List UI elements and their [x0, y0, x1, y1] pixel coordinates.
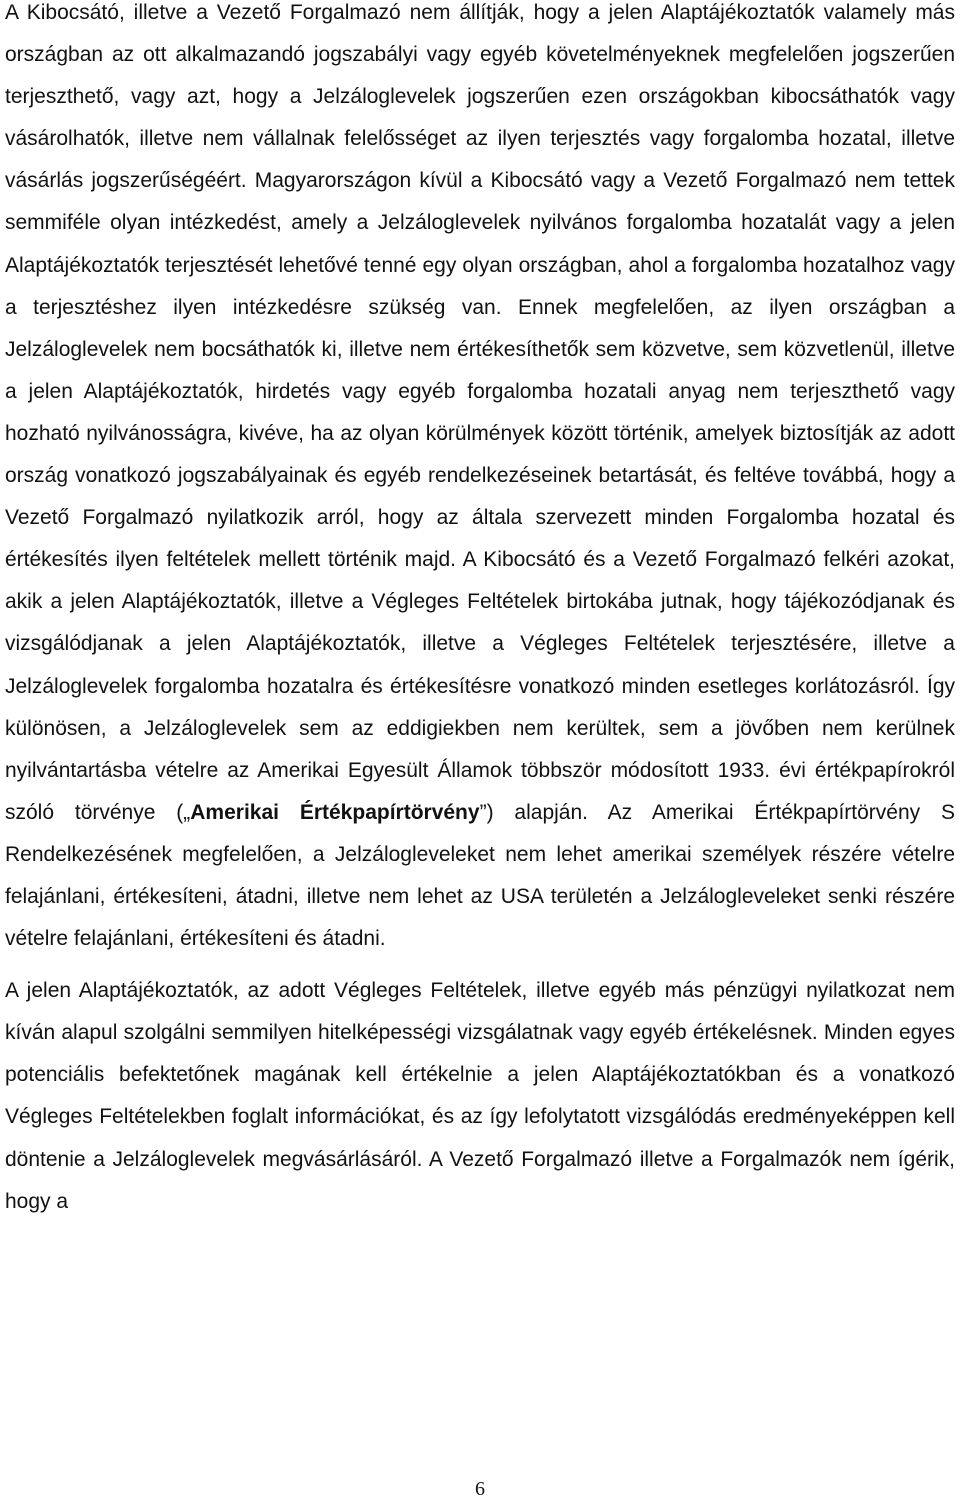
paragraph-text: ”) alapján. Az Amerikai Értékpapírtörvény S Rendelkezésének megfelelően, a Jelzálogleveleket nem lehet amerikai személyek részére vételre felajánlani, értékesíteni, átadni, illetve nem lehet az USA területén a Jelzálogleveleket senki részére vételre felajánlani, értékesíteni és átadni.: [5, 800, 955, 951]
page-number: 6: [475, 1478, 485, 1500]
defined-term-bold: Amerikai Értékpapírtörvény: [190, 800, 480, 824]
paragraph-investor-assessment: [5, 970, 955, 1223]
document-body: [5, 0, 955, 1223]
paragraph-distribution-restrictions: [5, 0, 955, 960]
paragraph-text: A jelen Alaptájékoztatók, az adott Végleges Feltételek, illetve egyéb más pénzügyi nyilatkozat nem kíván alapul szolgálni semmilyen hitelképességi vizsgálatnak vagy egyéb értékelésnek. Minden egyes potenciális befektetőnek magának kell értékelnie a jelen Alaptájékoztatókban és a vonatkozó Végleges Feltételekben foglalt információkat, és az így lefolytatott vizsgálódás eredményeképpen kell döntenie a Jelzáloglevelek megvásárlásáról. A Vezető Forgalmazó illetve a Forgalmazók nem ígérik, hogy a: [5, 979, 955, 1213]
paragraph-text: A Kibocsátó, illetve a Vezető Forgalmazó nem állítják, hogy a jelen Alaptájékoztatók valamely más országban az ott alkalmazandó jogszabályi vagy egyéb követelményeknek megfelelően jogszerűen terjeszthető, vagy azt, hogy a Jelzáloglevelek jogszerűen ezen országokban kibocsáthatók vagy vásárolhatók, illetve nem vállalnak felelősséget az ilyen terjesztés vagy forgalomba hozatal, illetve vásárlás jogszerűségéért. Magyarországon kívül a Kibocsátó vagy a Vezető Forgalmazó nem tettek semmiféle olyan intézkedést, amely a Jelzáloglevelek nyilvános forgalomba hozatalát vagy a jelen Alaptájékoztatók terjesztését lehetővé tenné egy olyan országban, ahol a forgalomba hozatalhoz vagy a terjesztéshez ilyen intézkedésre szükség van. Ennek megfelelően, az ilyen országban a Jelzáloglevelek nem bocsáthatók ki, illetve nem értékesíthetők sem közvetve, sem közvetlenül, illetve a jelen Alaptájékoztatók, hirdetés vagy egyéb forgalomba hozatali anyag nem terjeszthető vagy hozható nyilvánosságra, kivéve, ha az olyan körülmények között történik, amelyek biztosítják az adott ország vonatkozó jogszabályainak és egyéb rendelkezéseinek betartását, és feltéve továbbá, hogy a Vezető Forgalmazó nyilatkozik arról, hogy az általa szervezett minden Forgalomba hozatal és értékesítés ilyen feltételek mellett történik majd. A Kibocsátó és a Vezető Forgalmazó felkéri azokat, akik a jelen Alaptájékoztatók, illetve a Végleges Feltételek birtokába jutnak, hogy tájékozódjanak és vizsgálódjanak a jelen Alaptájékoztatók, illetve a Végleges Feltételek terjesztésére, illetve a Jelzáloglevelek forgalomba hozatalra és értékesítésre vonatkozó minden esetleges korlátozásról. Így különösen, a Jelzáloglevelek sem az eddigiekben nem kerültek, sem a jövőben nem kerülnek nyilvántartásba vételre az Amerikai Egyesült Államok többször módosított 1933. évi értékpapírokról szóló törvénye („: [5, 1, 955, 824]
